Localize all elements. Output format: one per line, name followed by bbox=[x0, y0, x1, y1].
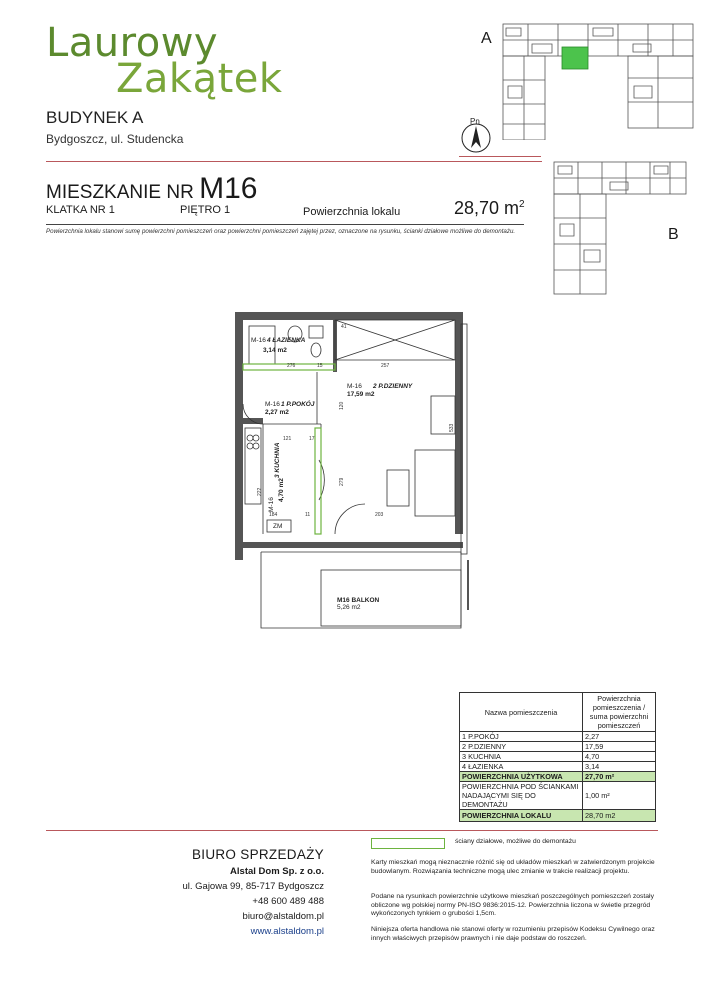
dim-276: 276 bbox=[287, 363, 296, 369]
key-plan-label-b: B bbox=[668, 226, 679, 243]
disclaimer-2: Podane na rysunkach powierzchnie użytkowe mieszkań poszczególnych pomieszczeń zostały obliczone wg polskiej normy PN-ISO 9836:2015-12. Powierzchnia liczona w świetle przegród wykończonych tynkiem o grubości 1,5cm. bbox=[371, 893, 654, 918]
hall-room-area: 2,27 m2 bbox=[265, 409, 289, 416]
sales-email[interactable]: biuro@alstaldom.pl bbox=[242, 911, 324, 922]
living-room-name: 2 P.DZIENNY bbox=[373, 383, 413, 390]
building-address: Bydgoszcz, ul. Studencka bbox=[46, 132, 184, 146]
kitchen-room-id: M-16 bbox=[268, 497, 275, 512]
highlighted-unit bbox=[562, 47, 588, 69]
disclaimer-3: Niniejsza oferta handlowa nie stanowi oferty w rozumieniu przepisów Kodeksu Cywilnego oraz innych właściwych przepisów prawnych i nie daje podstaw do roszczeń. bbox=[371, 926, 655, 942]
area-label: Powierzchnia lokalu bbox=[303, 206, 401, 218]
rooms-table-col-area: Powierzchnia pomieszczenia / suma powierzchni pomieszczeń bbox=[583, 693, 656, 732]
key-plan-b-drawing bbox=[550, 158, 690, 298]
footer-divider bbox=[46, 830, 658, 831]
total-area-value: 28,70 m2 bbox=[583, 810, 656, 822]
legend-walls-label: ściany działowe, możliwe do demontażu bbox=[455, 838, 576, 845]
area-value bbox=[454, 198, 525, 219]
room-name: 1 P.POKÓJ bbox=[460, 732, 583, 742]
dim-222: 222 bbox=[257, 487, 263, 496]
usable-area-value: 27,70 m² bbox=[583, 772, 656, 782]
living-room-id: M-16 bbox=[347, 383, 362, 390]
room-area: 4,70 bbox=[583, 752, 656, 762]
sales-phone[interactable]: +48 600 489 488 bbox=[252, 896, 324, 907]
dim-17: 17 bbox=[309, 436, 315, 442]
walls-area-value: 1,00 m² bbox=[583, 782, 656, 810]
staircase-label: KLATKA NR 1 bbox=[46, 204, 115, 216]
usable-area-label: POWIERZCHNIA UŻYTKOWA bbox=[460, 772, 583, 782]
bath-room-id: M-16 bbox=[251, 337, 266, 344]
room-area: 3,14 bbox=[583, 762, 656, 772]
kitchen-room-area: 4,70 m2 bbox=[278, 478, 285, 502]
area-number: 28,70 m bbox=[454, 198, 520, 218]
key-plan-divider bbox=[459, 156, 541, 157]
hall-room-name: 1 P.POKÓJ bbox=[281, 401, 315, 408]
total-area-row bbox=[460, 810, 656, 822]
sales-title: BIURO SPRZEDAŻY bbox=[191, 847, 324, 862]
dim-279: 279 bbox=[339, 477, 345, 486]
area-unit-sup: 2 bbox=[519, 199, 525, 210]
balcony-area: 5,26 m2 bbox=[337, 604, 361, 611]
rooms-table-col-name: Nazwa pomieszczenia bbox=[460, 693, 583, 732]
brand-logo-line1: Laurowy bbox=[46, 20, 219, 66]
building-name: BUDYNEK A bbox=[46, 108, 144, 127]
sales-website-link[interactable]: www.alstaldom.pl bbox=[250, 926, 324, 937]
usable-area-row bbox=[460, 772, 656, 782]
legend-swatch bbox=[371, 838, 445, 849]
dim-184: 184 bbox=[269, 512, 278, 518]
top-divider bbox=[46, 161, 542, 162]
rooms-table-header bbox=[460, 693, 656, 732]
table-row bbox=[460, 732, 656, 742]
north-label: Pn bbox=[470, 118, 480, 126]
dim-257: 257 bbox=[381, 363, 390, 369]
dim-120: 120 bbox=[339, 401, 345, 410]
rooms-area-table bbox=[459, 692, 656, 822]
dim-15: 15 bbox=[317, 363, 323, 369]
disclaimer-1: Karty mieszkań mogą nieznacznie różnić się od układów mieszkań w zatwierdzonym projekcie budowlanym. Rozwiązania techniczne mogą ulec zmianie w trakcie realizacji projektu. bbox=[371, 859, 655, 875]
title-divider bbox=[46, 224, 524, 225]
key-plan-a-drawing bbox=[498, 20, 698, 140]
sales-street: ul. Gajowa 99, 85-717 Bydgoszcz bbox=[182, 881, 324, 892]
room-name: 2 P.DZIENNY bbox=[460, 742, 583, 752]
dim-121: 121 bbox=[283, 436, 292, 442]
apartment-number: M16 bbox=[199, 172, 258, 205]
balcony-name: M16 BALKON bbox=[337, 597, 380, 604]
area-note: Powierzchnia lokalu stanowi sumę powierzchni pomieszczeń oraz powierzchni pomieszczeń zajętej przez, oznaczone na rysunku, ścianki działowe możliwe do demontażu. bbox=[46, 228, 516, 235]
walls-area-label: POWIERZCHNIA POD ŚCIANKAMI NADAJĄCYMI SIĘ DO DEMONTAŻU bbox=[460, 782, 583, 810]
apartment-title bbox=[46, 172, 257, 206]
room-name: 4 ŁAZIENKA bbox=[460, 762, 583, 772]
table-row bbox=[460, 742, 656, 752]
meter-label: ZM bbox=[273, 523, 283, 530]
room-area: 17,59 bbox=[583, 742, 656, 752]
walls-area-row bbox=[460, 782, 656, 810]
table-row bbox=[460, 762, 656, 772]
key-plan-label-a: A bbox=[481, 30, 492, 47]
table-row bbox=[460, 752, 656, 762]
brand-logo-line2: Zakątek bbox=[116, 56, 283, 102]
dim-41: 41 bbox=[341, 324, 347, 330]
living-room-area: 17,59 m2 bbox=[347, 391, 375, 398]
dim-11: 11 bbox=[305, 512, 311, 518]
floor-plan bbox=[225, 310, 495, 635]
kitchen-room-name: 3 KUCHNIA bbox=[274, 442, 281, 478]
bath-room-area: 3,14 m2 bbox=[263, 347, 287, 354]
hall-room-id: M-16 bbox=[265, 401, 280, 408]
sales-company: Alstal Dom Sp. z o.o. bbox=[230, 866, 324, 877]
dim-533: 533 bbox=[449, 423, 455, 432]
floor-label: PIĘTRO 1 bbox=[180, 204, 231, 216]
dim-203: 203 bbox=[375, 512, 384, 518]
sales-office bbox=[182, 846, 324, 939]
north-arrow-icon bbox=[459, 118, 493, 154]
bath-room-name: 4 ŁAZIENKA bbox=[267, 337, 306, 344]
apartment-title-prefix: MIESZKANIE NR bbox=[46, 182, 194, 203]
room-area: 2,27 bbox=[583, 732, 656, 742]
total-area-label: POWIERZCHNIA LOKALU bbox=[460, 810, 583, 822]
room-name: 3 KUCHNIA bbox=[460, 752, 583, 762]
